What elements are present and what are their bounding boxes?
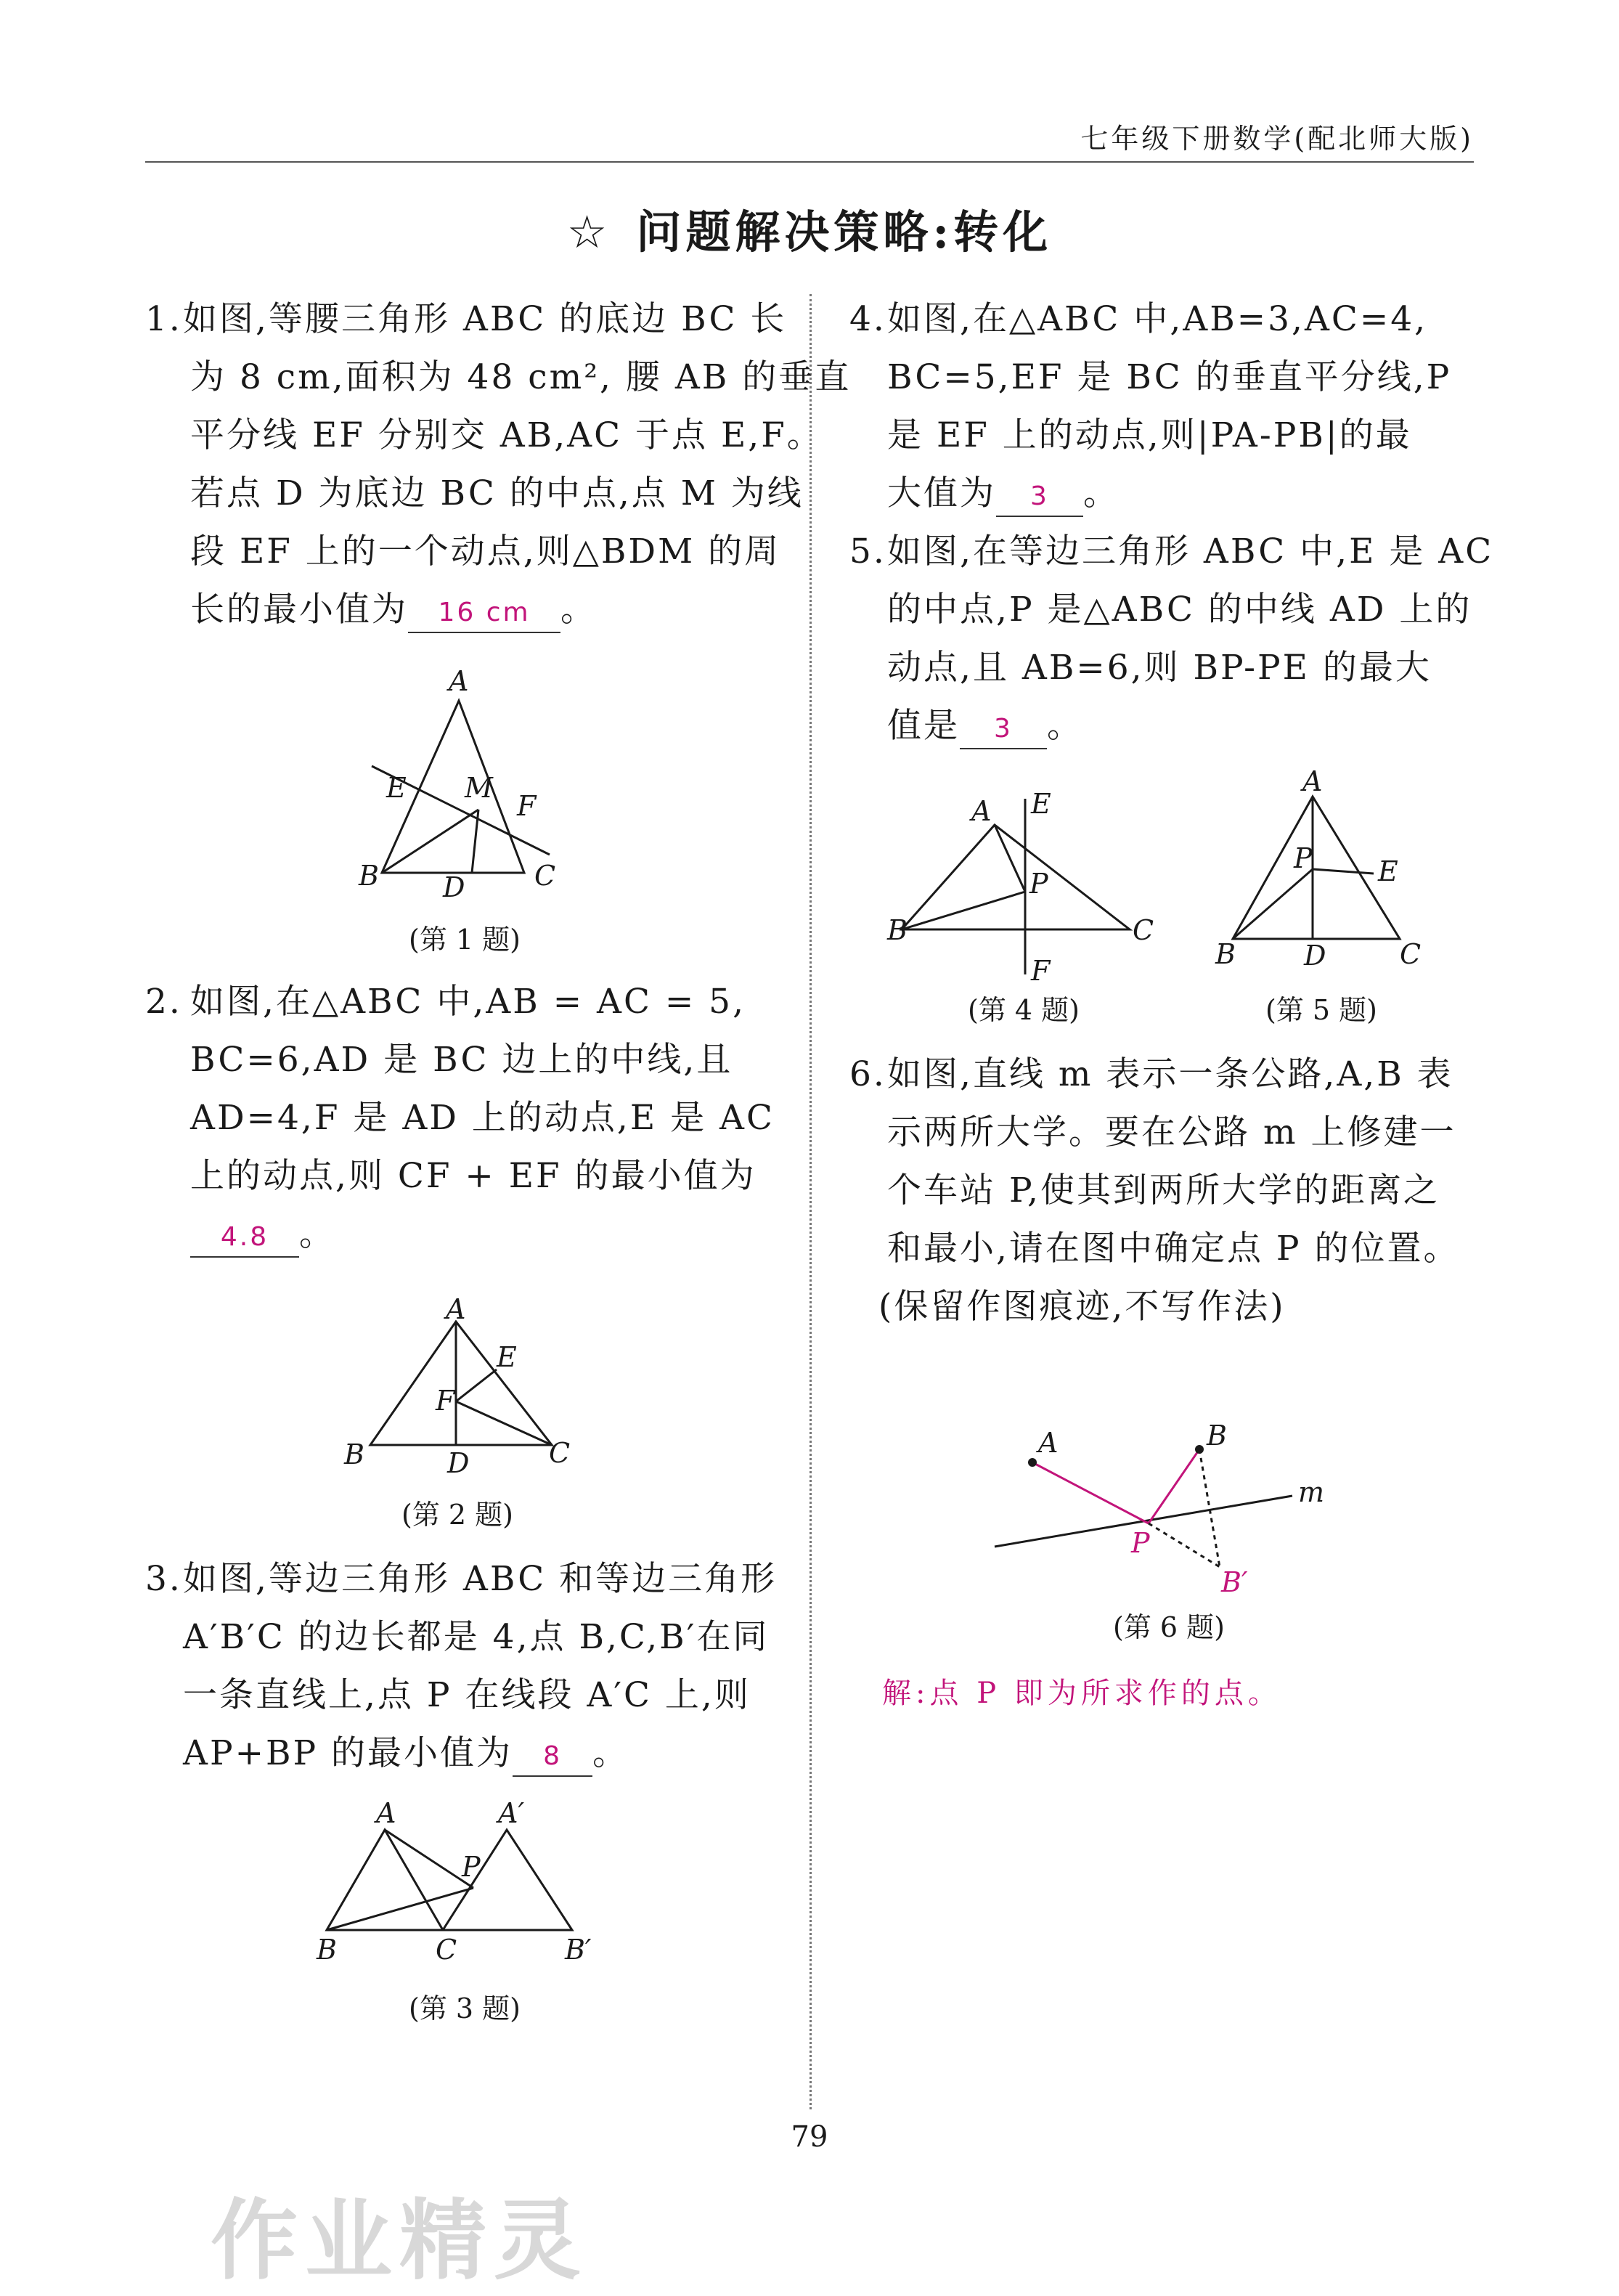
section-title [0,196,1619,261]
question-line: 值是 [887,706,960,746]
figure-5 [1198,759,1445,977]
question-line: 段 EF 上的一个动点,则△BDM 的周 [190,532,781,571]
label-a-prime: A′ [498,1797,525,1829]
label-c: C [1133,914,1154,946]
label-b: B [359,860,379,892]
question-line: 如图,等边三角形 ABC 和等边三角形 [183,1559,778,1599]
star-icon: ☆ [566,205,612,258]
answer-blank: 8 [513,1738,592,1777]
label-a: A [971,795,992,827]
question-1 [145,290,852,639]
label-b-prime: B′ [565,1934,592,1966]
question-line: 示两所大学。要在公路 m 上修建一 [887,1112,1456,1152]
question-number: 5. [849,532,886,571]
column-divider [810,294,812,2109]
label-e: E [497,1341,517,1373]
page-number: 79 [791,2120,828,2154]
question-line: AD=4,F 是 AD 上的动点,E 是 AC [190,1098,775,1138]
running-header: 七年级下册数学(配北师大版) [1080,123,1474,155]
label-a: A [376,1797,396,1829]
question-4 [849,290,1488,523]
label-p: P [1131,1527,1150,1559]
label-c: C [436,1934,457,1966]
question-line: 如图,等腰三角形 ABC 的底边 BC 长 [183,299,787,339]
header-rule [145,161,1474,163]
label-p: P [1294,842,1313,874]
question-line: BC=5,EF 是 BC 的垂直平分线,P [887,357,1452,397]
figure-caption: (第 4 题) [968,994,1080,1026]
label-a: A [446,1293,466,1325]
figure-caption: (第 1 题) [409,924,521,956]
figure-2 [334,1293,581,1496]
question-number: 6. [849,1054,886,1094]
label-c: C [549,1437,571,1469]
label-d: D [443,871,465,903]
label-m: m [1298,1476,1325,1508]
answer-blank: 4.8 [190,1218,299,1258]
label-b: B [317,1934,337,1966]
question-number: 3. [145,1559,182,1599]
question-line: 大值为 [887,473,996,513]
figure-caption: (第 3 题) [409,1992,521,2024]
label-a: A [1302,765,1323,797]
watermark: 作业精灵 [211,2191,588,2292]
question-line: 和最小,请在图中确定点 P 的位置。 [887,1229,1460,1269]
question-line: 的中点,P 是△ABC 的中线 AD 上的 [887,590,1472,630]
figure-1 [348,657,581,904]
label-b: B [1215,938,1236,970]
question-line: 长的最小值为 [190,590,408,630]
question-line: 如图,在等边三角形 ABC 中,E 是 AC [887,532,1494,571]
figure-4 [886,784,1162,995]
question-line: 平分线 EF 分别交 AB,AC 于点 E,F。 [190,415,823,455]
label-p: P [462,1851,481,1883]
label-a: A [1038,1427,1059,1459]
solution-text: 解:点 P 即为所求作的点。 [882,1677,1281,1710]
answer-blank: 16 cm [408,594,560,633]
label-a: A [449,665,469,697]
label-b-prime: B′ [1221,1566,1248,1598]
question-3 [145,1550,784,1783]
question-line: 。 [560,590,597,630]
label-e: E [386,772,407,804]
label-c: C [534,860,556,892]
label-d: D [1304,940,1326,972]
label-f: F [517,790,537,822]
label-b: B [344,1438,364,1470]
figure-caption: (第 2 题) [401,1499,513,1531]
question-line: 个车站 P,使其到两所大学的距离之 [887,1171,1440,1210]
section-title-text: 问题解决策略:转化 [636,205,1053,258]
label-p: P [1029,868,1048,900]
figure-3 [312,1797,617,1990]
question-line: A′B′C 的边长都是 4,点 B,C,B′在同 [183,1617,770,1657]
label-e: E [1378,855,1398,887]
figure-caption: (第 5 题) [1265,994,1377,1026]
question-line: 。 [1083,473,1120,513]
question-line: 动点,且 AB=6,则 BP-PE 的最大 [887,648,1432,688]
question-number: 2. [145,982,182,1022]
question-line: 如图,在△ABC 中,AB=3,AC=4, [887,299,1428,339]
figure-caption: (第 6 题) [1113,1611,1225,1643]
question-line: BC=6,AD 是 BC 边上的中线,且 [190,1040,733,1080]
question-line: 。 [299,1214,335,1254]
question-line: 。 [1047,706,1083,746]
question-line: AP+BP 的最小值为 [183,1733,513,1773]
figure-6 [980,1401,1325,1598]
question-2 [145,973,784,1263]
answer-blank: 3 [960,710,1047,749]
question-line: 一条直线上,点 P 在线段 A′C 上,则 [183,1675,751,1715]
question-line: (保留作图痕迹,不写作法) [878,1287,1286,1327]
label-c: C [1400,938,1422,970]
question-5 [849,523,1494,755]
label-e: E [1031,788,1051,820]
question-line: 。 [592,1733,629,1773]
label-f: F [436,1385,455,1417]
question-line: 是 EF 上的动点,则|PA-PB|的最 [887,415,1412,455]
question-line: 如图,直线 m 表示一条公路,A,B 表 [887,1054,1453,1094]
label-b: B [1207,1420,1227,1452]
answer-blank: 3 [996,478,1083,517]
label-b: B [887,914,908,946]
question-number: 4. [849,299,886,339]
label-d: D [447,1447,470,1479]
question-number: 1. [145,299,182,339]
label-m: M [465,772,493,804]
question-line: 若点 D 为底边 BC 的中点,点 M 为线 [190,473,804,513]
question-line: 为 8 cm,面积为 48 cm², 腰 AB 的垂直 [190,357,852,397]
label-f: F [1031,955,1051,987]
question-line: 上的动点,则 CF + EF 的最小值为 [190,1156,757,1196]
question-line: 如图,在△ABC 中,AB = AC = 5, [190,982,746,1022]
question-6 [849,1046,1488,1336]
